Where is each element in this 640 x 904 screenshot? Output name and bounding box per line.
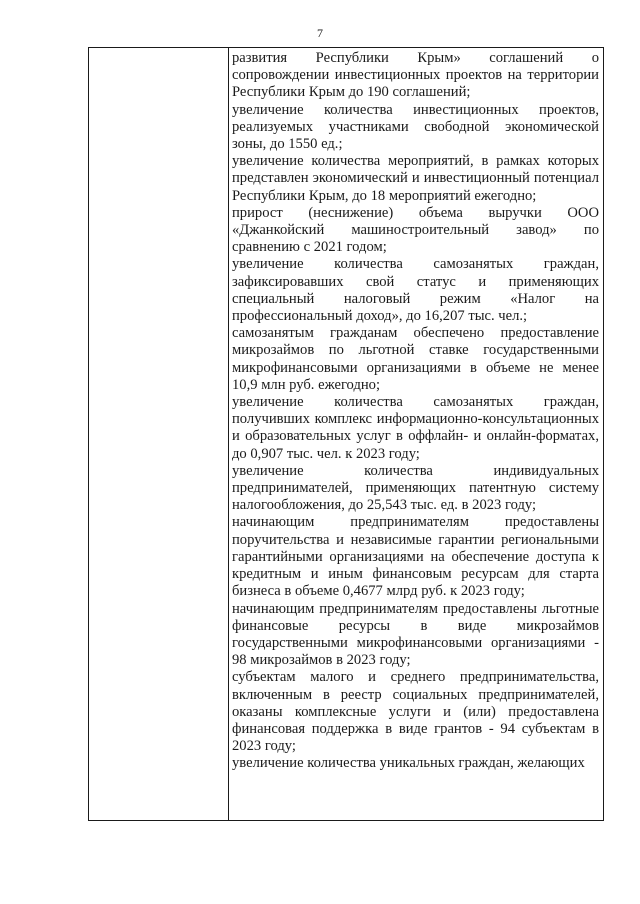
- paragraph-financial-resources: начинающим предпринимателям предоставлены льготные финансовые ресурсы в виде микрозаймов государственными микрофинансовыми организациями - 98 микрозаймов в 2023 году;: [232, 600, 599, 669]
- paragraph-guarantees: начинающим предпринимателям предоставлены поручительства и независимые гарантии региональными гарантийными организациями на обеспечение доступа к кредитным и иным финансовым ресурсам для старта бизнеса в объеме 0,4677 млрд руб. к 2023 году;: [232, 514, 599, 600]
- paragraph-patent-system: увеличение количества индивидуальных предпринимателей, применяющих патентную систему налогообложения, до 25,543 тыс. ед. в 2023 году;: [232, 462, 599, 514]
- paragraph-investment-projects: увеличение количества инвестиционных проектов, реализуемых участниками свободной экономической зоны, до 1550 ед.;: [232, 101, 599, 153]
- paragraph-microloans: самозанятым гражданам обеспечено предоставление микрозаймов по льготной ставке государственными микрофинансовыми организациями в объеме не менее 10,9 млн руб. ежегодно;: [232, 325, 599, 393]
- paragraph-social-entrepreneurs: субъектам малого и среднего предпринимательства, включенным в реестр социальных предпринимателей, оказаны комплексные услуги и (или) предоставлена финансовая поддержка в виде грантов - 94 субъектам в 2023 году;: [232, 669, 599, 755]
- paragraph-revenue: прирост (неснижение) объема выручки ООО «Джанкойский машиностроительный завод» по сравнению с 2021 годом;: [232, 204, 599, 256]
- paragraph-self-employed: увеличение количества самозанятых граждан, зафиксировавших свой статус и применяющих специальный налоговый режим «Налог на профессиональный доход», до 16,207 тыс. чел.;: [232, 256, 599, 325]
- document-table: [88, 47, 604, 821]
- paragraph-agreements: развития Республики Крым» соглашений о сопровождении инвестиционных проектов на территории Республики Крым до 190 соглашений;: [232, 50, 599, 101]
- paragraph-events: увеличение количества мероприятий, в рамках которых представлен экономический и инвестиционный потенциал Республики Крым, до 18 мероприятий ежегодно;: [232, 153, 599, 204]
- paragraph-unique-citizens: увеличение количества уникальных граждан, желающих: [232, 755, 585, 772]
- paragraph-consulting-services: увеличение количества самозанятых граждан, получивших комплекс информационно-консультационных и образовательных услуг в оффлайн- и онлайн-форматах, до 0,907 тыс. чел. к 2023 году;: [232, 394, 599, 462]
- table-left-cell: [89, 48, 229, 820]
- page-number: 7: [317, 26, 323, 40]
- table-right-cell: [229, 48, 603, 820]
